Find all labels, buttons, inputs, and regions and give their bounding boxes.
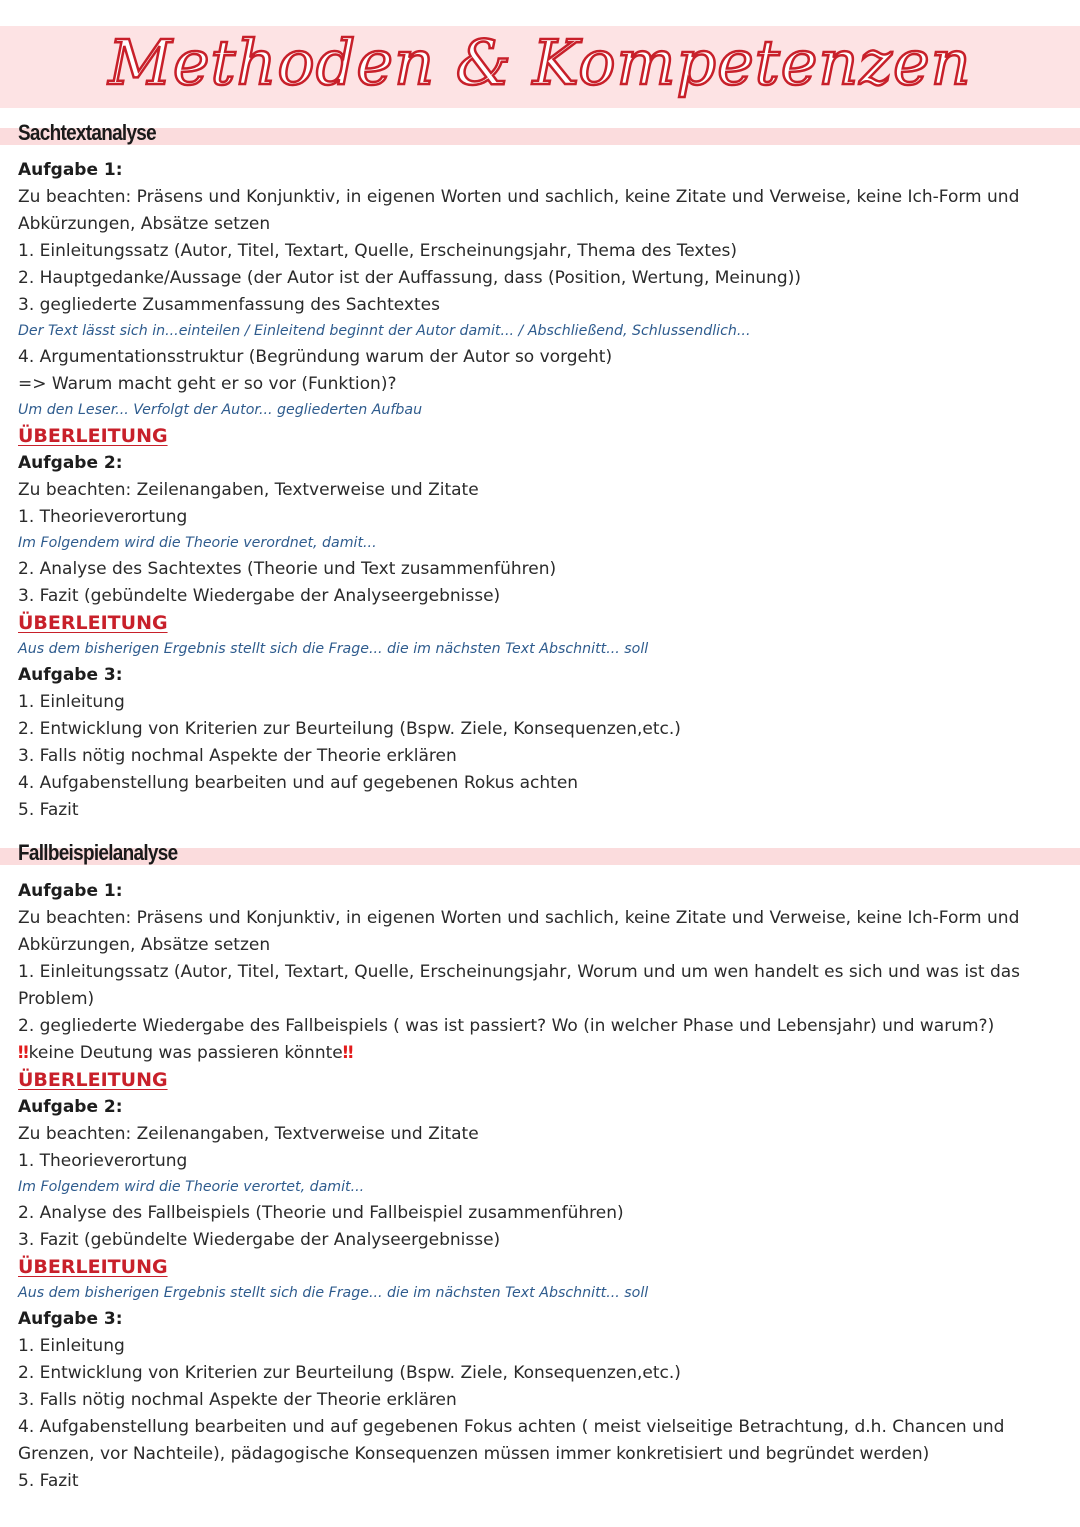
task-2-note: Zu beachten: Zeilenangaben, Textverweise und Zitate [18, 480, 479, 500]
list-item: 4. Aufgabenstellung bearbeiten und auf gegebenen Fokus achten ( meist vielseitige Betrachtung, d.h. Chancen und Grenzen, vor Nachteile), pädagogische Konsequenzen müssen immer konkretisiert und begründet werden) [18, 1417, 1005, 1464]
phrase-hint: Um den Leser... Verfolgt der Autor... gegliederten Aufbau [18, 402, 423, 418]
task-3-title: Aufgabe 3: [18, 1309, 123, 1329]
list-item: 1. Theorieverortung [18, 507, 188, 527]
list-item: 3. Falls nötig nochmal Aspekte der Theorie erklären [18, 1390, 457, 1410]
section-heading-fallbeispielanalyse: Fallbeispielanalyse [18, 840, 178, 865]
list-item: 5. Fazit [18, 1471, 79, 1491]
transition-label: ÜBERLEITUNG [18, 425, 168, 447]
list-item: 4. Aufgabenstellung bearbeiten und auf gegebenen Rokus achten [18, 773, 579, 793]
list-item: 2. Entwicklung von Kriterien zur Beurteilung (Bspw. Ziele, Konsequenzen,etc.) [18, 1363, 681, 1383]
task-1-title: Aufgabe 1: [18, 160, 123, 180]
phrase-hint: Im Folgendem wird die Theorie verordnet, damit... [18, 535, 377, 551]
transition-label: ÜBERLEITUNG [18, 1256, 168, 1278]
phrase-hint: Aus dem bisherigen Ergebnis stellt sich die Frage... die im nächsten Text Abschnitt... soll [18, 1285, 649, 1301]
transition-label: ÜBERLEITUNG [18, 612, 168, 634]
section-band-sachtextanalyse [0, 128, 1080, 145]
section-sachtextanalyse [18, 157, 1068, 824]
list-item: 2. Analyse des Sachtextes (Theorie und Text zusammenführen) [18, 559, 557, 579]
double-exclamation-icon: ‼ [18, 1043, 29, 1063]
list-item: 5. Fazit [18, 800, 79, 820]
list-item: 3. gegliederte Zusammenfassung des Sachtextes [18, 295, 440, 315]
task-2-note: Zu beachten: Zeilenangaben, Textverweise und Zitate [18, 1124, 479, 1144]
phrase-hint: Im Folgendem wird die Theorie verortet, damit... [18, 1179, 365, 1195]
list-item: 3. Fazit (gebündelte Wiedergabe der Analyseergebnisse) [18, 1230, 501, 1250]
list-item: 1. Einleitung [18, 692, 125, 712]
task-1-note: Zu beachten: Präsens und Konjunktiv, in eigenen Worten und sachlich, keine Zitate und Verweise, keine Ich-Form und Abkürzungen, Absätze setzen [18, 187, 1020, 234]
list-item: 2. Hauptgedanke/Aussage (der Autor ist der Auffassung, dass (Position, Wertung, Meinung)) [18, 268, 801, 288]
task-2-title: Aufgabe 2: [18, 453, 123, 473]
list-item: 1. Einleitungssatz (Autor, Titel, Textart, Quelle, Erscheinungsjahr, Thema des Textes) [18, 241, 738, 261]
transition-label: ÜBERLEITUNG [18, 1069, 168, 1091]
task-2-title: Aufgabe 2: [18, 1097, 123, 1117]
warning-text: keine Deutung was passieren könnte [28, 1043, 343, 1063]
list-item: 1. Theorieverortung [18, 1151, 188, 1171]
list-item: 2. Entwicklung von Kriterien zur Beurteilung (Bspw. Ziele, Konsequenzen,etc.) [18, 719, 681, 739]
list-item: 3. Falls nötig nochmal Aspekte der Theorie erklären [18, 746, 457, 766]
list-item: 2. gegliederte Wiedergabe des Fallbeispiels ( was ist passiert? Wo (in welcher Phase und Lebensjahr) und warum?) [18, 1016, 995, 1036]
section-heading-sachtextanalyse: Sachtextanalyse [18, 120, 156, 145]
warning-line [18, 1040, 1068, 1067]
task-1-title: Aufgabe 1: [18, 881, 123, 901]
phrase-hint: Der Text lässt sich in...einteilen / Einleitend beginnt der Autor damit... / Abschließend, Schlussendlich... [18, 323, 751, 339]
list-item: 3. Fazit (gebündelte Wiedergabe der Analyseergebnisse) [18, 586, 501, 606]
list-item: => Warum macht geht er so vor (Funktion)? [18, 374, 397, 394]
list-item: 2. Analyse des Fallbeispiels (Theorie und Fallbeispiel zusammenführen) [18, 1203, 624, 1223]
phrase-hint: Aus dem bisherigen Ergebnis stellt sich die Frage... die im nächsten Text Abschnitt... soll [18, 641, 649, 657]
double-exclamation-icon: ‼ [342, 1043, 354, 1063]
task-3-title: Aufgabe 3: [18, 665, 123, 685]
task-1-note: Zu beachten: Präsens und Konjunktiv, in eigenen Worten und sachlich, keine Zitate und Verweise, keine Ich-Form und Abkürzungen, Absätze setzen [18, 908, 1020, 955]
list-item: 1. Einleitungssatz (Autor, Titel, Textart, Quelle, Erscheinungsjahr, Worum und um wen handelt es sich und was ist das Problem) [18, 962, 1021, 1009]
list-item: 4. Argumentationsstruktur (Begründung warum der Autor so vorgeht) [18, 347, 613, 367]
list-item: 1. Einleitung [18, 1336, 125, 1356]
page-title: Methoden & Kompetenzen [108, 26, 972, 99]
section-fallbeispielanalyse [18, 878, 1068, 1495]
